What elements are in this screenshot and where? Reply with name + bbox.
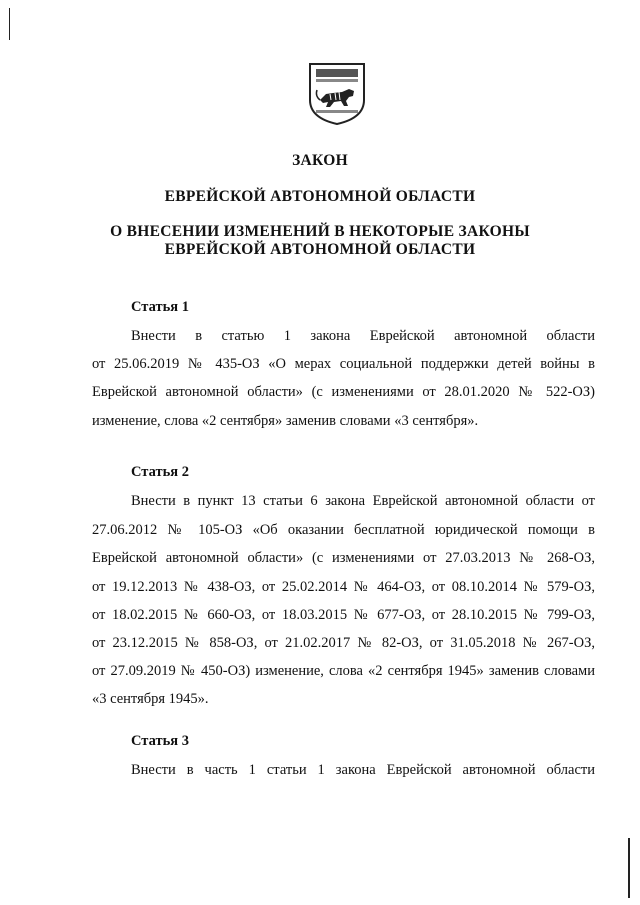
article-2-text-line: от 18.02.2015 № 660-ОЗ, от 18.03.2015 № 677-ОЗ, от 28.10.2015 № 799-ОЗ,	[92, 607, 595, 623]
article-2-text-line: «3 сентября 1945».	[92, 691, 209, 707]
article-2-text-line: Внести в пункт 13 статьи 6 закона Еврейской автономной области от	[131, 493, 595, 509]
article-1-text-line: Еврейской автономной области» (с изменениями от 28.01.2020 № 522-ОЗ)	[92, 384, 595, 400]
article-2-text-line: от 19.12.2013 № 438-ОЗ, от 25.02.2014 № 464-ОЗ, от 08.10.2014 № 579-ОЗ,	[92, 579, 595, 595]
article-2-text-line: от 27.09.2019 № 450-ОЗ) изменение, слова «2 сентября 1945» заменив словами	[92, 663, 595, 679]
article-1-heading: Статья 1	[131, 299, 189, 315]
article-3-heading: Статья 3	[131, 733, 189, 749]
scan-edge-mark	[9, 8, 10, 40]
article-2-text-line: Еврейской автономной области» (с изменениями от 27.03.2013 № 268-ОЗ,	[92, 550, 595, 566]
law-title: ЗАКОН	[292, 152, 348, 169]
article-1-text-line: Внести в статью 1 закона Еврейской автономной области	[131, 328, 595, 344]
law-subject-line-1: О ВНЕСЕНИИ ИЗМЕНЕНИЙ В НЕКОТОРЫЕ ЗАКОНЫ	[110, 223, 530, 240]
scan-edge-mark	[628, 838, 630, 898]
coat-of-arms-tiger-icon	[306, 56, 368, 126]
article-1-text-line: изменение, слова «2 сентября» заменив словами «3 сентября».	[92, 413, 479, 429]
article-2-heading: Статья 2	[131, 464, 189, 480]
region-name-title: ЕВРЕЙСКОЙ АВТОНОМНОЙ ОБЛАСТИ	[164, 188, 476, 205]
law-subject-line-2: ЕВРЕЙСКОЙ АВТОНОМНОЙ ОБЛАСТИ	[164, 241, 476, 258]
article-3-text-line: Внести в часть 1 статьи 1 закона Еврейской автономной области	[131, 762, 595, 778]
article-2-text-line: от 23.12.2015 № 858-ОЗ, от 21.02.2017 № 82-ОЗ, от 31.05.2018 № 267-ОЗ,	[92, 635, 595, 651]
article-1-text-line: от 25.06.2019 № 435-ОЗ «О мерах социальной поддержки детей войны в	[92, 356, 595, 372]
article-2-text-line: 27.06.2012 № 105-ОЗ «Об оказании бесплатной юридической помощи в	[92, 522, 595, 538]
